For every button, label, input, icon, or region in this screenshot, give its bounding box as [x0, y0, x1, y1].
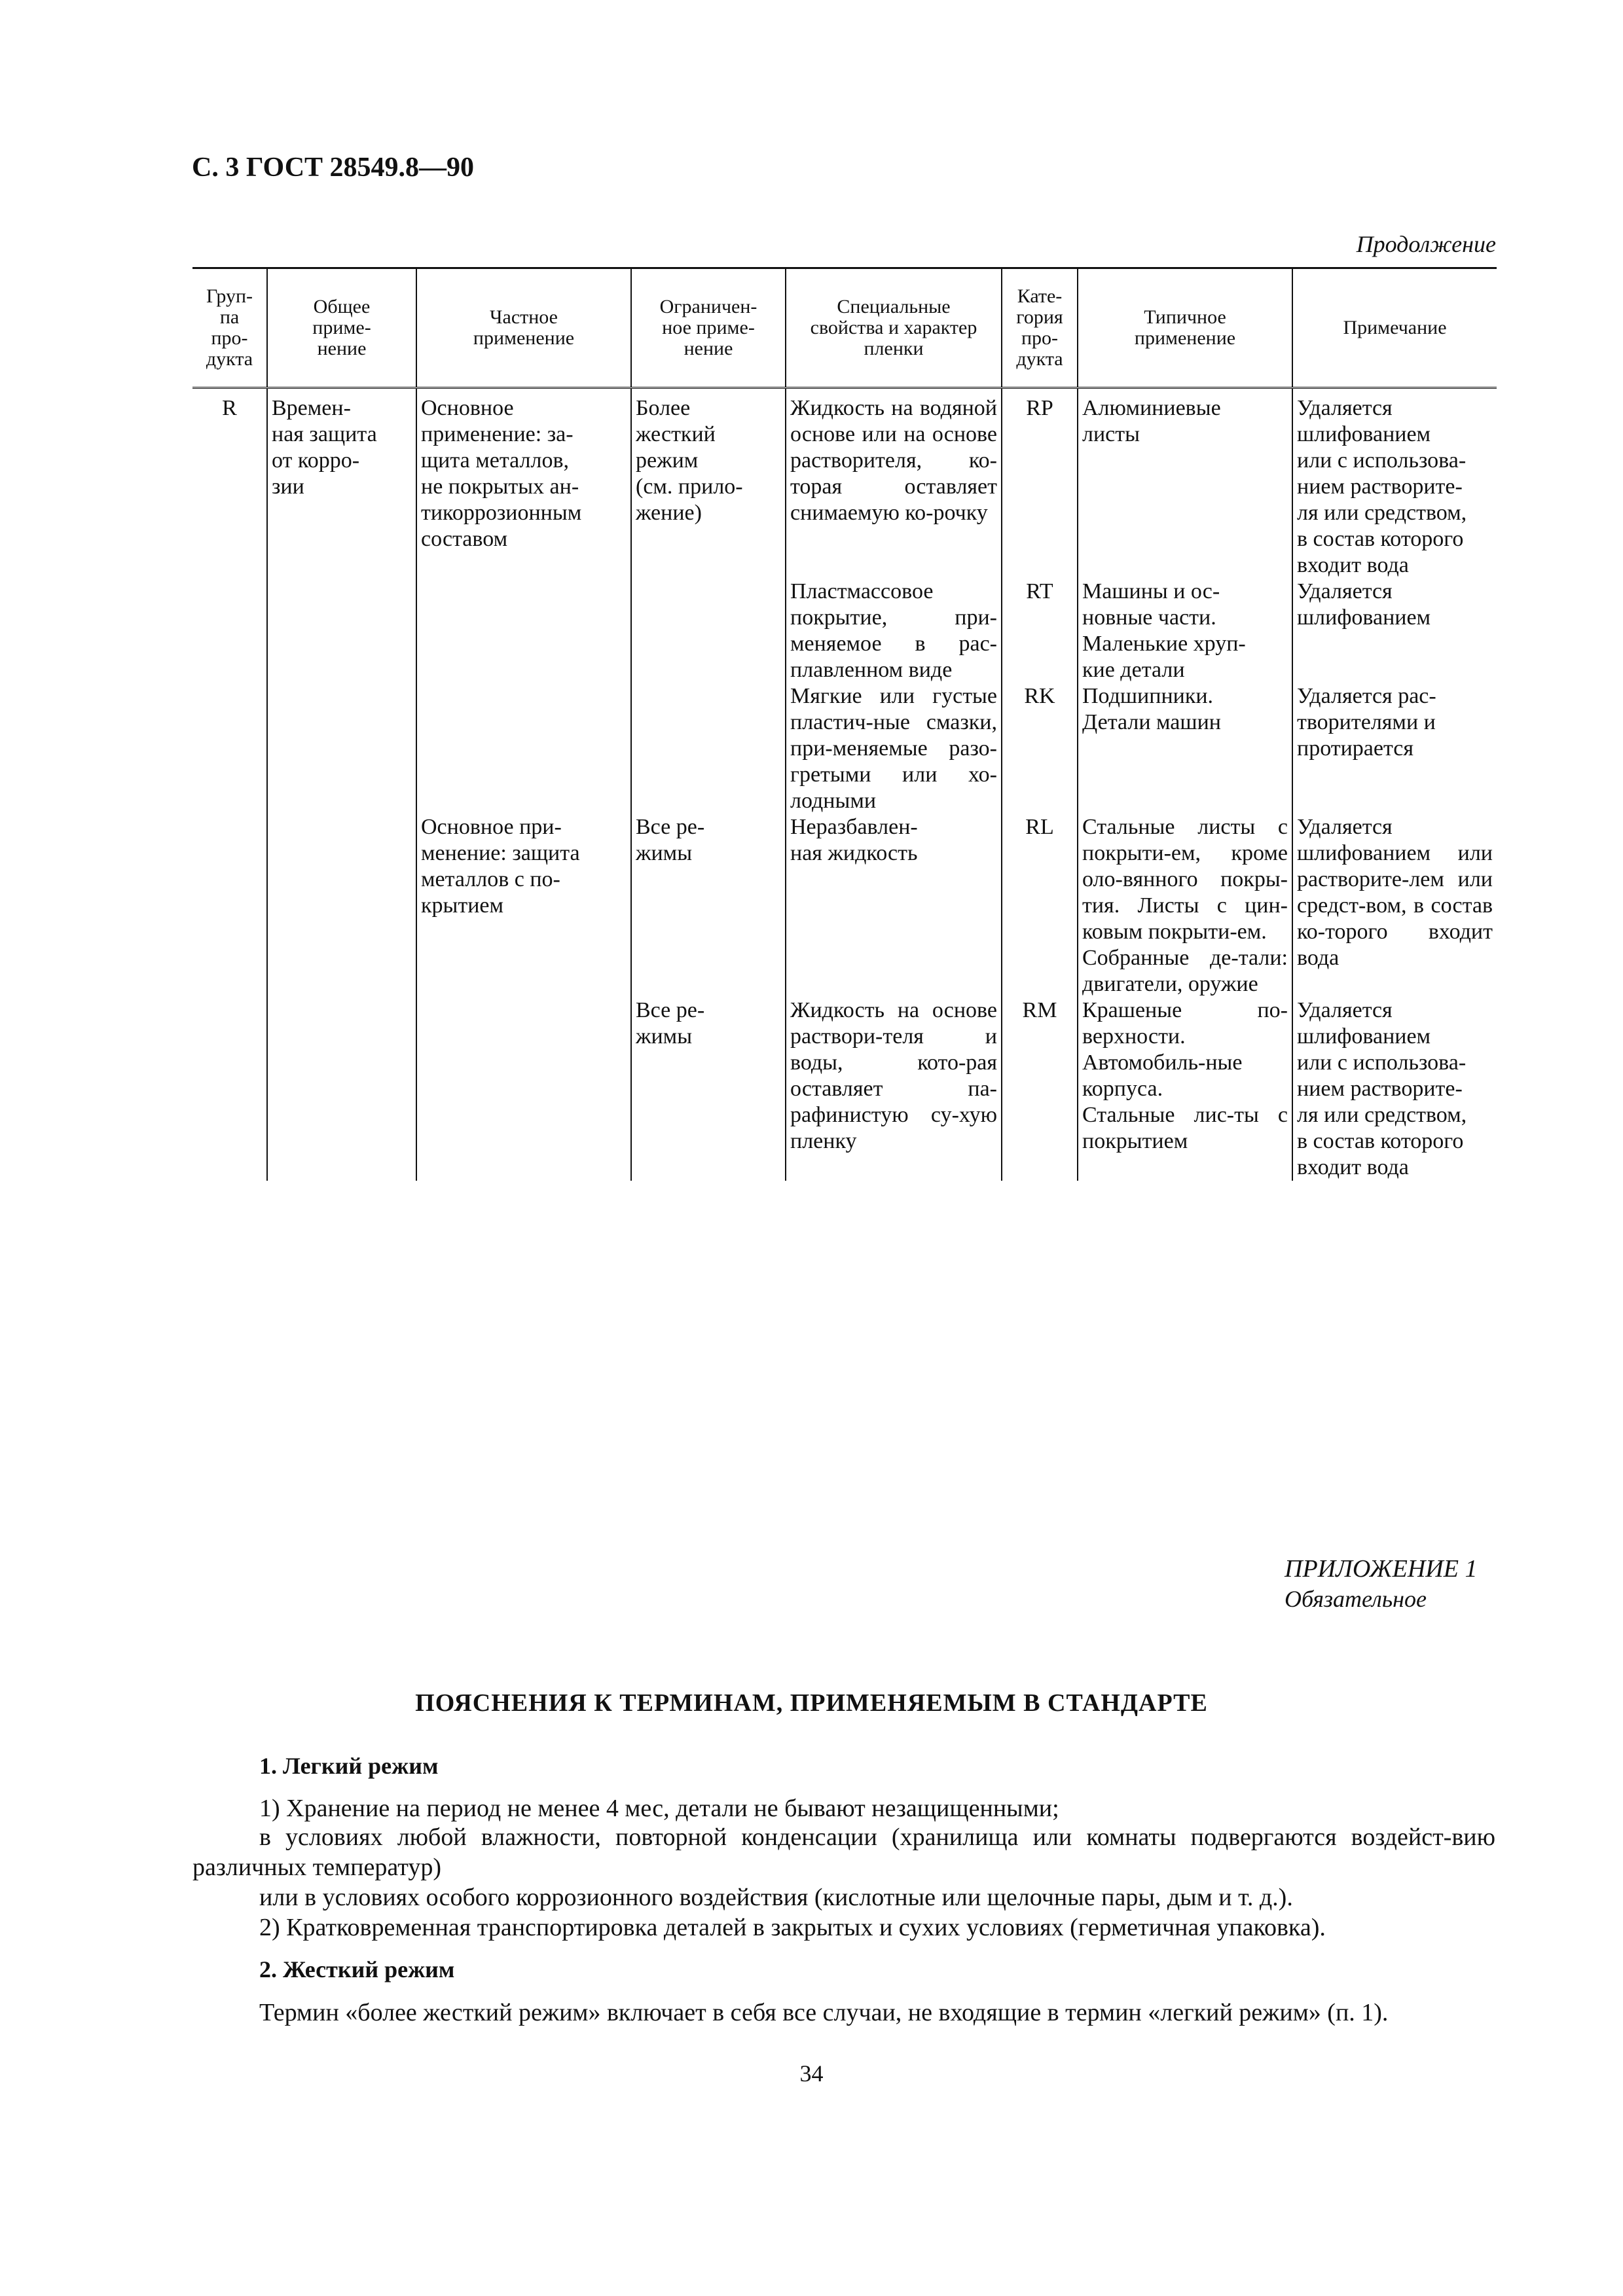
limited-use-cell: Все ре- жимы — [631, 814, 786, 997]
document-header: С. 3 ГОСТ 28549.8—90 — [192, 152, 475, 183]
note-cell: Удаляется шлифованием — [1292, 579, 1497, 683]
appendix-heading: ПОЯСНЕНИЯ К ТЕРМИНАМ, ПРИМЕНЯЕМЫМ В СТАНДАРТЕ — [415, 1689, 1208, 1717]
continued-label: Продолжение — [1356, 231, 1496, 257]
section-2-title: 2. Жесткий режим — [259, 1956, 455, 1982]
special-properties-cell: Пластмассовое покрытие, при-меняемое в рас-плавленном виде — [786, 579, 1002, 683]
category-cell: RM — [1002, 997, 1078, 1181]
note-cell: Удаляется шлифованием или с использова- нием растворите- ля или средством, в состав которого входит вода — [1292, 997, 1497, 1181]
special-properties-cell: Жидкость на основе раствори-теля и воды, кото-рая оставляет па-рафинистую су-хую пленку — [786, 997, 1002, 1181]
typical-use-cell: Машины и ос- новные части. Маленькие хруп- кие детали — [1078, 579, 1292, 683]
category-cell: RL — [1002, 814, 1078, 997]
section-1-title: 1. Легкий режим — [259, 1753, 439, 1779]
column-header-typical-use: Типичное применение — [1078, 268, 1292, 388]
partial-use-cell: Основное применение: за- щита металлов, не покрытых ан- тикоррозионным составом — [416, 388, 631, 815]
general-use-cell: Времен- ная защита от корро- зии — [267, 388, 416, 1181]
column-header-special-properties: Специальные свойства и характер пленки — [786, 268, 1002, 388]
column-header-group: Груп- па про- дукта — [192, 268, 267, 388]
column-header-note: Примечание — [1292, 268, 1497, 388]
limited-use-cell: Более жесткий режим (см. прило- жение) — [631, 388, 786, 579]
table-header-row — [192, 268, 1497, 388]
appendix-subtitle: Обязательное — [1285, 1586, 1427, 1612]
typical-use-cell: Алюминиевые листы — [1078, 388, 1292, 579]
section-1-paragraph-2: в условиях любой влажности, повторной конденсации (хранилища или комнаты подвергаются воздейст-вию различных температур) — [192, 1823, 1495, 1881]
section-2-paragraph-1: Термин «более жесткий режим» включает в себя все случаи, не входящие в термин «легкий режим» (п. 1). — [259, 1999, 1389, 2026]
category-cell: RK — [1002, 683, 1078, 814]
limited-use-cell — [631, 579, 786, 683]
column-header-general-use: Общее приме- нение — [267, 268, 416, 388]
typical-use-cell: Подшипники. Детали машин — [1078, 683, 1292, 814]
limited-use-cell — [631, 683, 786, 814]
special-properties-cell: Мягкие или густые пластич-ные смазки, при-меняемые разо-гретыми или хо-лодными — [786, 683, 1002, 814]
column-header-partial-use: Частное применение — [416, 268, 631, 388]
group-cell: R — [192, 388, 267, 1181]
section-1-paragraph-1: 1) Хранение на период не менее 4 мес, детали не бывают незащищенными; — [259, 1795, 1059, 1822]
column-header-limited-use: Ограничен- ное приме- нение — [631, 268, 786, 388]
special-properties-cell: Неразбавлен- ная жидкость — [786, 814, 1002, 997]
note-cell: Удаляется шлифованием или с использова- нием растворите- ля или средством, в состав которого входит вода — [1292, 388, 1497, 579]
column-header-category: Кате- гория про- дукта — [1002, 268, 1078, 388]
note-cell: Удаляется шлифованием или растворите-лем или средст-вом, в состав ко-торого входит вода — [1292, 814, 1497, 997]
category-cell: RP — [1002, 388, 1078, 579]
page-number: 34 — [799, 2060, 824, 2087]
limited-use-cell: Все ре- жимы — [631, 997, 786, 1181]
section-1-paragraph-4: 2) Кратковременная транспортировка деталей в закрытых и сухих условиях (герметичная упаковка). — [259, 1914, 1326, 1941]
section-1-paragraph-3: или в условиях особого коррозионного воздействия (кислотные или щелочные пары, дым и т. д.). — [259, 1884, 1293, 1911]
appendix-title: ПРИЛОЖЕНИЕ 1 — [1285, 1555, 1478, 1583]
note-cell: Удаляется рас- творителями и протирается — [1292, 683, 1497, 814]
special-properties-cell: Жидкость на водяной основе или на основе растворителя, ко-торая оставляет снимаемую ко-рочку — [786, 388, 1002, 579]
partial-use-cell: Основное при- менение: защита металлов с по- крытием — [416, 814, 631, 1181]
product-table — [192, 267, 1497, 1181]
table-row — [192, 388, 1497, 579]
typical-use-cell: Крашеные по-верхности. Автомобиль-ные корпуса. Стальные лис-ты с покрытием — [1078, 997, 1292, 1181]
typical-use-cell: Стальные листы с покрыти-ем, кроме оло-вянного покры-тия. Листы с цин-ковым покрыти-ем. Собранные де-тали: двигатели, оружие — [1078, 814, 1292, 997]
category-cell: RT — [1002, 579, 1078, 683]
